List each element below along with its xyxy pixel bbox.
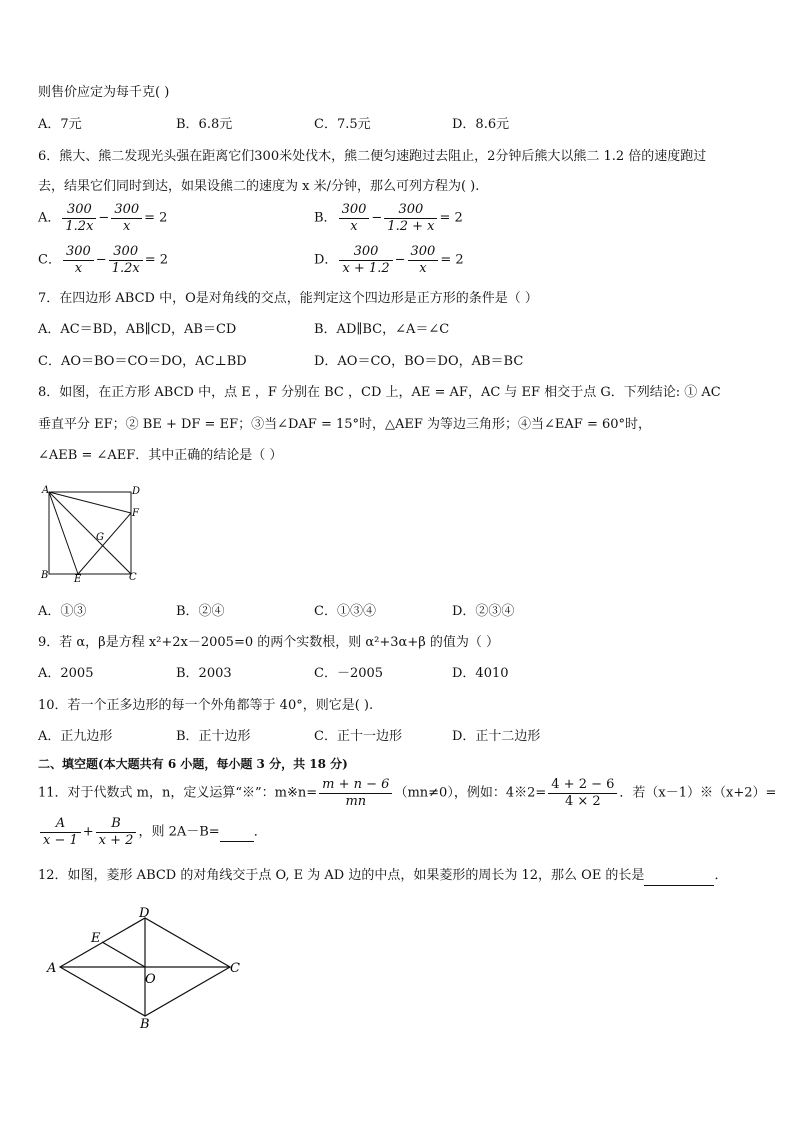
- q5-option-d[interactable]: D．8.6元: [452, 117, 510, 132]
- label-e: E: [74, 574, 82, 584]
- q5-option-b[interactable]: B．6.8元: [176, 117, 233, 132]
- label-f: F: [132, 508, 139, 519]
- q6-option-c[interactable]: C． $\frac{300}{x}$ − $\frac{300}{1.2x}$ = 2: [38, 244, 168, 276]
- q7-option-b[interactable]: B．AD∥BC，∠A＝∠C: [314, 322, 450, 337]
- q6-option-a[interactable]: A． $\frac{300}{1.2x}$ − $\frac{300}{x}$ = 2: [38, 202, 168, 234]
- q9-option-b[interactable]: B．2003: [176, 666, 232, 681]
- q11-line1: 11．对于代数式 m，n，定义运算“※”：m※n= $\frac{m + n - 6}{mn}$ （mn≠0），例如：4※2= $\frac{4 + 2 - 6}{4 \times 2}$ ．若（x－1）※（x+2）=: [38, 777, 777, 809]
- section-2-title: 二、填空题(本大题共有 6 小题，每小题 3 分，共 18 分): [38, 757, 348, 771]
- q6-option-d[interactable]: D． $\frac{300}{x + 1.2}$ − $\frac{300}{x}$ = 2: [314, 244, 464, 276]
- q6-stem-line2: 去，结果它们同时到达，如果设熊二的速度为 x 米/分钟，那么可列方程为( ).: [38, 179, 480, 194]
- q5-option-c[interactable]: C．7.5元: [314, 117, 371, 132]
- q8-option-c[interactable]: C．①③④: [314, 604, 376, 619]
- q7-option-d[interactable]: D．AO＝CO，BO＝DO，AB＝BC: [314, 354, 524, 369]
- q10-option-b[interactable]: B．正十边形: [176, 729, 251, 744]
- q10-option-a[interactable]: A．正九边形: [38, 729, 113, 744]
- segment-ef: [78, 513, 131, 574]
- label-b: B: [41, 570, 49, 581]
- label-a: A: [42, 485, 50, 496]
- q10-stem: 10．若一个正多边形的每一个外角都等于 40°，则它是( ).: [38, 698, 374, 713]
- q9-option-a[interactable]: A．2005: [38, 666, 94, 681]
- q11-answer-blank[interactable]: [220, 823, 254, 842]
- q12-answer-blank[interactable]: [644, 867, 714, 886]
- q6-stem-line1: 6．熊大、熊二发现光头强在距离它们300米处伐木，熊二便匀速跑过去阻止，2分钟后熊大以熊二 1.2 倍的速度跑过: [38, 149, 707, 164]
- q10-option-d[interactable]: D．正十二边形: [452, 729, 541, 744]
- q8-stem-line3: ∠AEB = ∠AEF．其中正确的结论是（ ）: [38, 448, 283, 463]
- q10-option-c[interactable]: C．正十一边形: [314, 729, 402, 744]
- q8-stem-line1: 8．如图，在正方形 ABCD 中，点 E ，F 分别在 BC ，CD 上，AE = AF，AC 与 EF 相交于点 G．下列结论: ① AC: [38, 385, 721, 400]
- q11-line2: $\frac{A}{x - 1}$ + $\frac{B}{x + 2}$ ，则 2A－B= ．: [38, 816, 267, 849]
- segment-oe: [102, 942, 145, 967]
- segment-af: [49, 492, 131, 513]
- label-o: O: [145, 972, 156, 987]
- q7-option-c[interactable]: C．AO＝BO＝CO＝DO，AC⊥BD: [38, 354, 247, 369]
- q7-stem: 7．在四边形 ABCD 中，O是对角线的交点，能判定这个四边形是正方形的条件是（ ）: [38, 291, 538, 306]
- segment-ae: [49, 492, 78, 574]
- q9-option-d[interactable]: D．4010: [452, 666, 509, 681]
- q7-option-a[interactable]: A．AC＝BD，AB∥CD，AB＝CD: [38, 322, 237, 337]
- q9-stem: 9．若 α，β是方程 x²+2x－2005=0 的两个实数根，则 α²+3α+β 的值为（ ）: [38, 635, 499, 650]
- label-d: D: [132, 486, 141, 497]
- label-e: E: [91, 931, 101, 946]
- label-b: B: [140, 1017, 150, 1030]
- diagonal-ac: [49, 492, 131, 574]
- label-a: A: [47, 961, 57, 976]
- q8-option-d[interactable]: D．②③④: [452, 604, 515, 619]
- q12-rhombus-figure: [44, 906, 244, 1030]
- q12-stem: 12．如图，菱形 ABCD 的对角线交于点 O, E 为 AD 边的中点，如果菱形的周长为 12，那么 OE 的长是 ．: [38, 867, 727, 886]
- q5-option-a[interactable]: A．7元: [38, 117, 82, 132]
- label-c: C: [129, 572, 137, 583]
- q5-stem: 则售价应定为每千克( ): [38, 85, 170, 100]
- label-d: D: [139, 906, 150, 921]
- q8-stem-line2: 垂直平分 EF；② BE + DF = EF；③当∠DAF = 15°时，△AEF 为等边三角形；④当∠EAF = 60°时，: [38, 417, 652, 432]
- q9-option-c[interactable]: C．－2005: [314, 666, 384, 681]
- q8-option-a[interactable]: A．①③: [38, 604, 87, 619]
- q6-option-b[interactable]: B． $\frac{300}{x}$ − $\frac{300}{1.2 + x}$ = 2: [314, 202, 463, 234]
- q8-option-b[interactable]: B．②④: [176, 604, 225, 619]
- q8-square-figure: [36, 484, 146, 584]
- label-g: G: [96, 532, 104, 543]
- label-c: C: [230, 961, 240, 976]
